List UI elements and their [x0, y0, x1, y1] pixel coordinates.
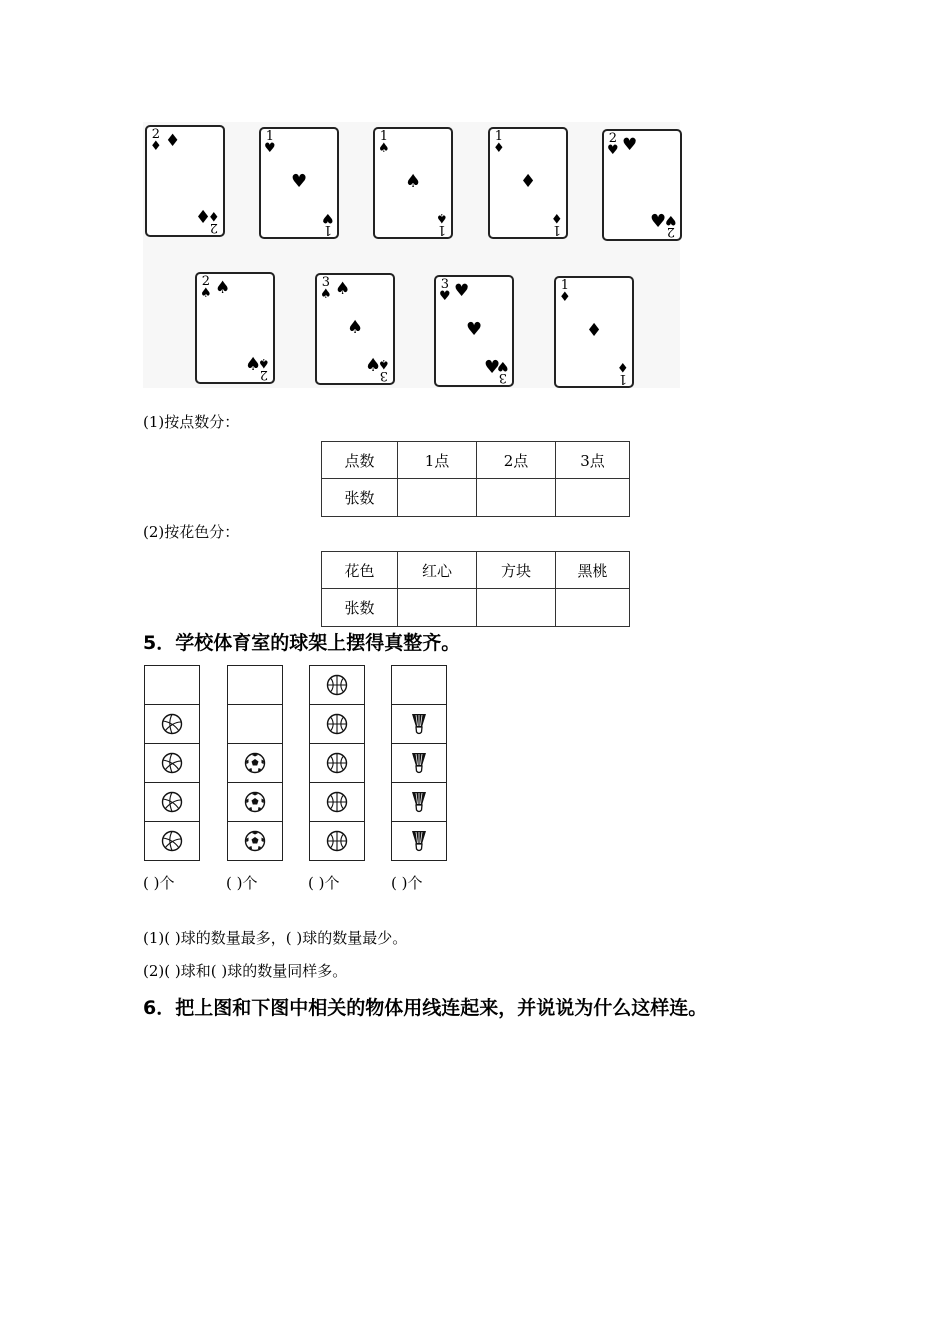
points-header: 点数 — [322, 442, 398, 479]
card-2-hearts: 2 ♥ ♥ ♥ 2 ♥ — [602, 129, 682, 241]
volleyball-icon — [144, 783, 200, 822]
rack-slot-empty — [227, 665, 283, 705]
points-1: 1点 — [398, 442, 477, 479]
q5-question-1: (1)( )球的数量最多，( )球的数量最少。 — [143, 929, 408, 947]
suit-hearts: 红心 — [398, 552, 477, 589]
rack-column-volleyball — [144, 665, 200, 861]
card-1-hearts: 1 ♥ ♥ 1 ♥ — [259, 127, 339, 239]
q5-question-2: (2)( )球和( )球的数量同样多。 — [143, 962, 348, 980]
suit-diamonds: 方块 — [477, 552, 556, 589]
count-label: 张数 — [322, 589, 398, 627]
basketball-icon — [309, 665, 365, 705]
q4-2-label: (2)按花色分： — [143, 523, 240, 541]
answer-cell[interactable] — [398, 479, 477, 517]
basketball-icon — [309, 783, 365, 822]
card-3-spades: 3 ♠ ♠ ♠ ♠ 3 ♠ — [315, 273, 395, 385]
suit-spades: 黑桃 — [556, 552, 630, 589]
basketball-icon — [309, 705, 365, 744]
answer-cell[interactable] — [477, 479, 556, 517]
volleyball-icon — [144, 705, 200, 744]
count-blank-shuttlecock[interactable]: ( )个 — [391, 874, 423, 892]
card-1-diamonds-2: 1 ♦ ♦ 1 ♦ — [554, 276, 634, 388]
volleyball-icon — [144, 744, 200, 783]
suits-table — [321, 551, 630, 627]
rack-column-soccer — [227, 665, 283, 861]
points-table — [321, 441, 630, 517]
points-3: 3点 — [556, 442, 630, 479]
q4-1-label: (1)按点数分： — [143, 413, 240, 431]
rack-column-shuttlecock — [391, 665, 447, 861]
answer-cell[interactable] — [556, 479, 630, 517]
count-blank-basketball[interactable]: ( )个 — [308, 874, 340, 892]
soccer-ball-icon — [227, 822, 283, 861]
rack-column-basketball — [309, 665, 365, 861]
answer-cell[interactable] — [477, 589, 556, 627]
q5-title: 5．学校体育室的球架上摆得真整齐。 — [143, 632, 461, 654]
volleyball-icon — [144, 822, 200, 861]
soccer-ball-icon — [227, 783, 283, 822]
card-2-diamonds: 2 ♦ ♦ ♦ 2 ♦ — [145, 125, 225, 237]
rack-slot-empty — [227, 705, 283, 744]
count-blank-soccer[interactable]: ( )个 — [226, 874, 258, 892]
card-1-spades: 1 ♠ ♠ 1 ♠ — [373, 127, 453, 239]
suit-header: 花色 — [322, 552, 398, 589]
shuttlecock-icon — [391, 822, 447, 861]
q6-title: 6．把上图和下图中相关的物体用线连起来，并说说为什么这样连。 — [143, 997, 708, 1019]
rack-slot-empty — [391, 665, 447, 705]
card-1-diamonds: 1 ♦ ♦ 1 ♦ — [488, 127, 568, 239]
shuttlecock-icon — [391, 705, 447, 744]
points-2: 2点 — [477, 442, 556, 479]
count-label: 张数 — [322, 479, 398, 517]
basketball-icon — [309, 744, 365, 783]
answer-cell[interactable] — [556, 589, 630, 627]
card-3-hearts: 3 ♥ ♥ ♥ ♥ 3 ♥ — [434, 275, 514, 387]
shuttlecock-icon — [391, 783, 447, 822]
card-2-spades: 2 ♠ ♠ ♠ 2 ♠ — [195, 272, 275, 384]
rack-slot-empty — [144, 665, 200, 705]
basketball-icon — [309, 822, 365, 861]
shuttlecock-icon — [391, 744, 447, 783]
soccer-ball-icon — [227, 744, 283, 783]
count-blank-volleyball[interactable]: ( )个 — [143, 874, 175, 892]
answer-cell[interactable] — [398, 589, 477, 627]
